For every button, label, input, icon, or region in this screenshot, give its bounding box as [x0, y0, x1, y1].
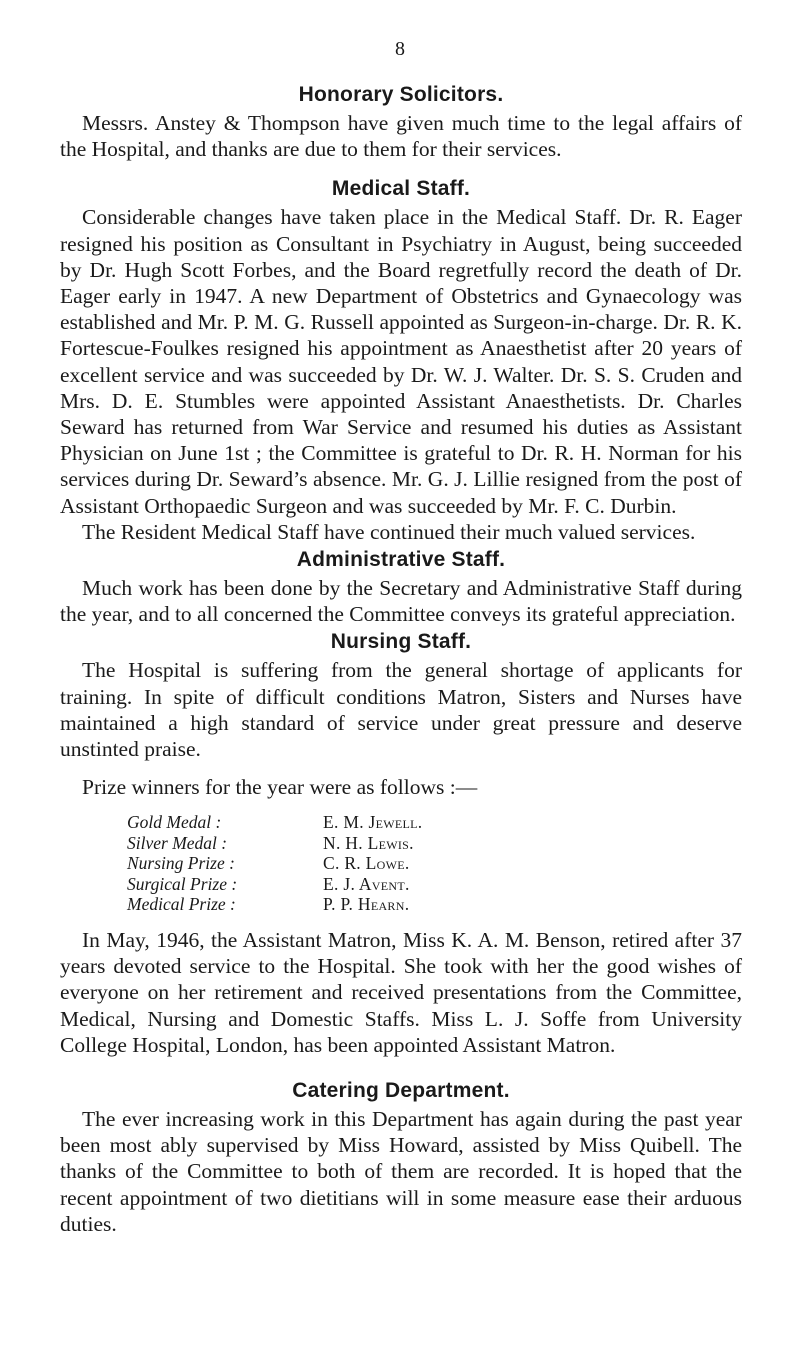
- heading-honorary-solicitors: Honorary Solicitors.: [298, 83, 504, 106]
- page-content: [60, 80, 742, 1237]
- paragraph-medical-changes: Considerable changes have taken place in the Medical Staff. Dr. R. Eager resigned his position as Consultant in Psychiatry in August, being succeeded by Dr. Hugh Scott Forbes, and the Board regretfully record the death of Dr. Eager early in 1947. A new Department of Obstetrics and Gynaecology was established and Mr. P. M. G. Russell appointed as Surgeon-in-charge. Dr. R. K. Fortescue-Foulkes resigned his appointment as Anaesthetist after 20 years of excellent service and was succeeded by Dr. W. J. Walter. Dr. S. S. Cruden and Mrs. D. E. Stumbles were appointed Assistant Anaesthetists. Dr. Charles Seward has returned from War Service and resumed his duties as Assistant Physician on June 1st ; the Committee is grateful to Dr. R. H. Norman for his services during Dr. Seward’s absence. Mr. G. J. Lillie resigned from the post of Assistant Orthopaedic Surgeon and was succeeded by Mr. F. C. Durbin.: [60, 205, 742, 518]
- prize-row: [127, 853, 742, 874]
- prize-name: Medical Prize :: [127, 894, 236, 915]
- prize-row: [127, 833, 742, 854]
- heading-nursing-staff: Nursing Staff.: [330, 630, 472, 654]
- prize-list: [127, 812, 742, 915]
- paragraph-prize-intro: Prize winners for the year were as follows :—: [82, 775, 478, 800]
- prize-name: Silver Medal :: [127, 832, 228, 853]
- prize-winner: E. M. Jewell.: [323, 812, 423, 833]
- paragraph-catering: The ever increasing work in this Department has again during the past year been most ably supervised by Miss Howard, assisted by Miss Quibell. The thanks of the Committee to both of them are recorded. It is hoped that the recent appointment of two dietitians will in some measure ease their arduous duties.: [60, 1106, 742, 1236]
- heading-catering-department: Catering Department.: [292, 1078, 510, 1102]
- paragraph-assistant-matron: In May, 1946, the Assistant Matron, Miss K. A. M. Benson, retired after 37 years devoted service to the Hospital. She took with her the good wishes of everyone on her retirement and received presentations from the Committee, Medical, Nursing and Domestic Staffs. Miss L. J. Soffe from University College Hospital, London, has been appointed Assistant Matron.: [60, 927, 742, 1057]
- prize-winner: P. P. Hearn.: [323, 894, 410, 915]
- paragraph-solicitors: Messrs. Anstey & Thompson have given much time to the legal affairs of the Hospital, and thanks are due to them for their services.: [60, 111, 742, 162]
- paragraph-administrative: Much work has been done by the Secretary and Administrative Staff during the year, and to all concerned the Committee conveys its grateful appreciation.: [60, 576, 742, 627]
- prize-name: Nursing Prize :: [127, 853, 235, 874]
- prize-winner: N. H. Lewis.: [323, 832, 414, 853]
- prize-winner: E. J. Avent.: [323, 873, 410, 894]
- prize-row: [127, 874, 742, 895]
- heading-administrative-staff: Administrative Staff.: [296, 548, 506, 572]
- page-number: 8: [395, 38, 405, 60]
- prize-winner: C. R. Lowe.: [323, 853, 410, 874]
- prize-row: [127, 894, 742, 915]
- paragraph-resident-medical: The Resident Medical Staff have continued their much valued services.: [82, 519, 696, 544]
- paragraph-nursing-shortage: The Hospital is suffering from the general shortage of applicants for training. In spite of difficult conditions Matron, Sisters and Nurses have maintained a high standard of service under great pressure and deserve unstinted praise.: [60, 658, 742, 762]
- prize-name: Surgical Prize :: [127, 873, 238, 894]
- heading-medical-staff: Medical Staff.: [331, 177, 471, 201]
- prize-row: [127, 812, 742, 833]
- prize-name: Gold Medal :: [127, 812, 222, 833]
